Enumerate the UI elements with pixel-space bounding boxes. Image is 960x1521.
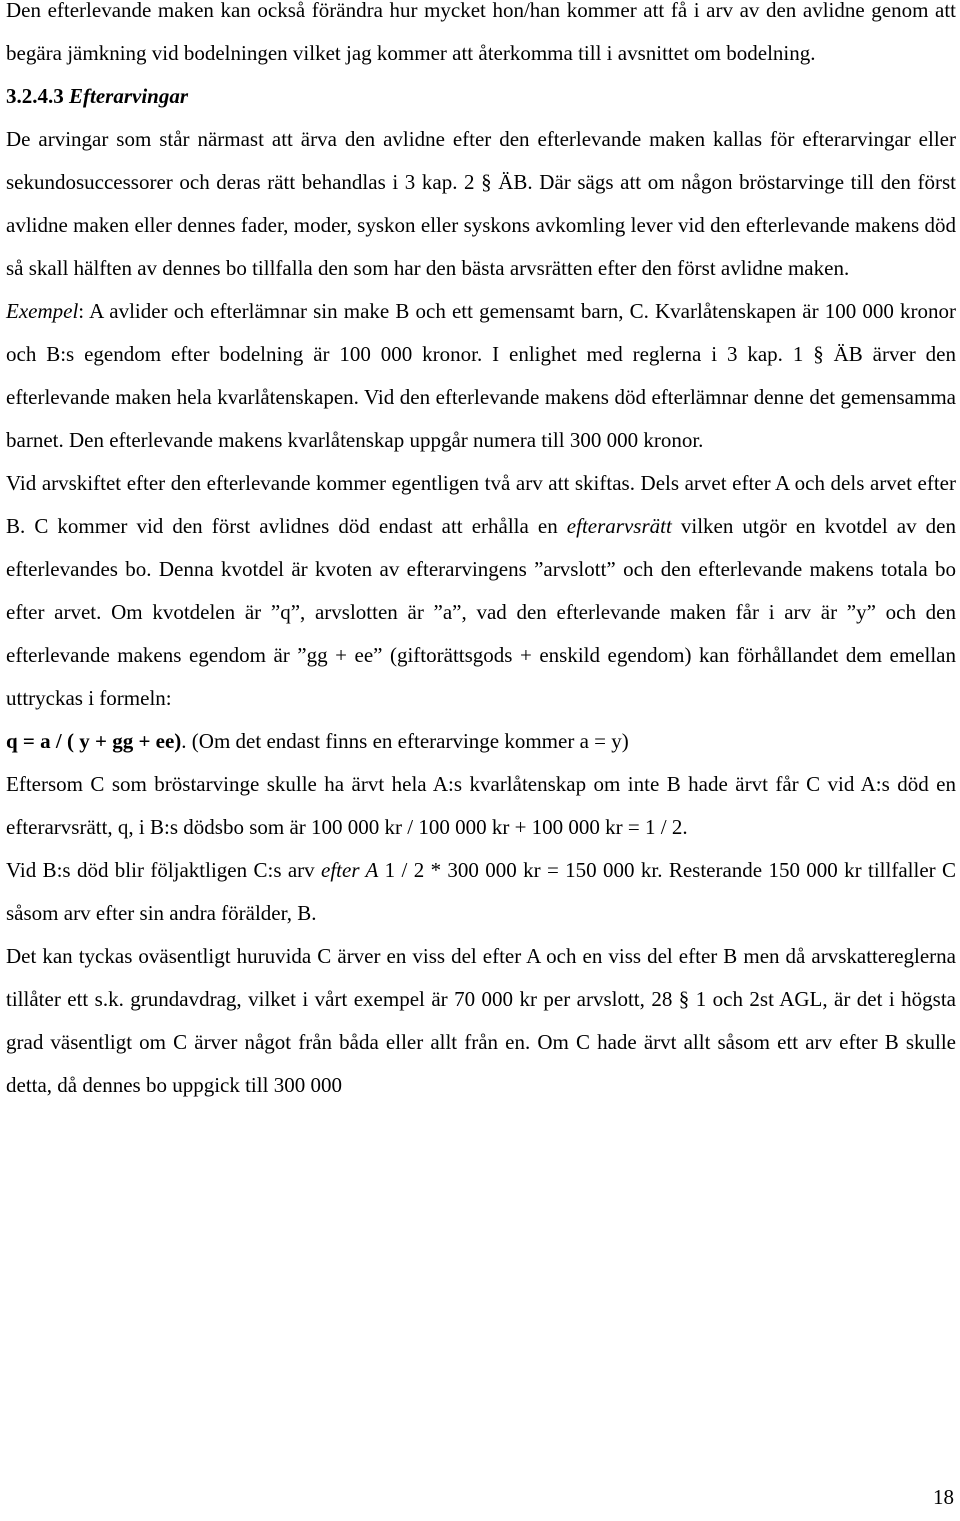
section-number: 3.2.4.3 <box>6 84 64 108</box>
formula-bold: q = a / ( y + gg + ee) <box>6 729 182 753</box>
paragraph-vid-b-dod <box>6 849 956 935</box>
formula-line <box>6 720 956 763</box>
arvskifte-text-after: vilken utgör en kvotdel av den efterlevandes bo. Denna kvotdel är kvoten av efterarvingens ”arvslott” och den efterlevande makens totala bo efter arvet. Om kvotdelen är ”q”, arvslotten är ”a”, vad den efterlevande maken får i arv är ”y” och den efterlevande makens egendom är ”gg + ee” (giftorättsgods + enskild egendom) kan förhållandet dem emellan uttryckas i formeln: <box>6 514 956 710</box>
paragraph-efterarvingar: De arvingar som står närmast att ärva den avlidne efter den efterlevande maken kallas för efterarvingar eller sekundosuccessorer och deras rätt behandlas i 3 kap. 2 § ÄB. Där sägs att om någon bröstarvinge till den först avlidne maken eller dennes fader, moder, syskon eller syskons avkomling lever vid den efterlevande makens död så skall hälften av dennes bo tillfalla den som har den bästa arvsrätten efter den först avlidne maken. <box>6 127 956 280</box>
page-number: 18 <box>933 1485 954 1509</box>
vid-b-italic: efter A <box>321 858 379 882</box>
paragraph-example <box>6 290 956 462</box>
formula-note: . (Om det endast finns en efterarvinge kommer a = y) <box>181 729 629 753</box>
paragraph-intro: Den efterlevande maken kan också förändra hur mycket hon/han kommer att få i arv av den avlidne genom att begära jämkning vid bodelningen vilket jag kommer att återkomma till i avsnittet om bodelning. <box>6 0 956 65</box>
vid-b-text-after: 1 / 2 * 300 000 kr = 150 000 kr. Resterande 150 000 kr tillfaller C såsom arv efter sin andra förälder, B. <box>6 858 957 925</box>
paragraph-eftersom: Eftersom C som bröstarvinge skulle ha ärvt hela A:s kvarlåtenskap om inte B hade ärvt får C vid A:s död en efterarvsrätt, q, i B:s dödsbo som är 100 000 kr / 100 000 kr + 100 000 kr = 1 / 2. <box>6 772 956 839</box>
arvskifte-italic-term: efterarvsrätt <box>566 514 672 538</box>
arvskifte-text-before: Vid arvskiftet efter den efterlevande kommer egentligen två arv att skiftas. Dels arvet efter A och dels arvet efter B. C kommer vid den först avlidnes död endast att erhålla en <box>6 471 956 538</box>
example-label: Exempel <box>6 299 79 323</box>
example-text: : A avlider och efterlämnar sin make B och ett gemensamt barn, C. Kvarlåtenskapen är 100 000 kronor och B:s egendom efter bodelning är 100 000 kronor. I enlighet med reglerna i 3 kap. 1 § ÄB ärver den efterlevande maken hela kvarlåtenskapen. Vid den efterlevande makens död efterlämnar denne det gemensamma barnet. Den efterlevande makens kvarlåtenskap uppgår numera till 300 000 kronor. <box>6 299 956 452</box>
paragraph-arvskifte <box>6 462 956 720</box>
document-page <box>6 0 956 1107</box>
vid-b-text-before: Vid B:s död blir följaktligen C:s arv <box>6 858 322 882</box>
section-heading <box>6 75 956 118</box>
paragraph-grundavdrag: Det kan tyckas oväsentligt huruvida C ärver en viss del efter A och en viss del efter B men då arvskattereglerna tillåter ett s.k. grundavdrag, vilket i vårt exempel är 70 000 kr per arvslott, 28 § 1 och 2st AGL, är det i högsta grad väsentligt om C ärver något från båda eller allt från en. Om C hade ärvt allt såsom ett arv efter B skulle detta, då dennes bo uppgick till 300 000 <box>6 944 956 1097</box>
section-title: Efterarvingar <box>69 84 189 108</box>
